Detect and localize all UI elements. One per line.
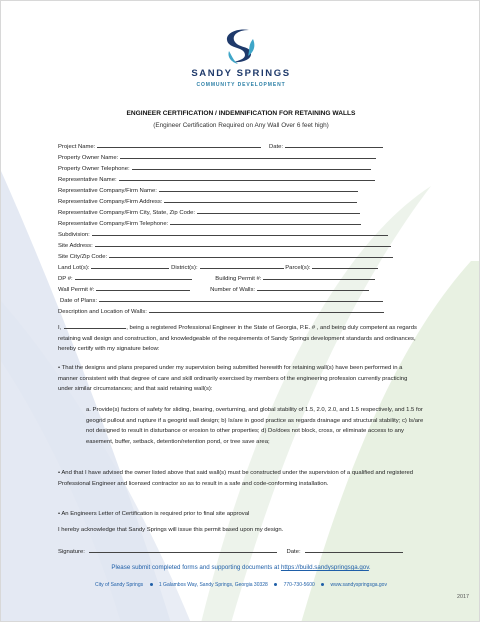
rep-company-name-label: Representative Company/Firm Name: bbox=[58, 188, 157, 194]
bullet-icon bbox=[321, 583, 324, 586]
date-of-plans-field[interactable] bbox=[60, 295, 383, 305]
footer-city: City of Sandy Springs bbox=[95, 582, 144, 588]
footer-phone: 770-730-5600 bbox=[283, 582, 315, 588]
parcels-label: Parcel(s): bbox=[285, 265, 311, 271]
certification-paragraph bbox=[58, 322, 424, 355]
acknowledgement-paragraph: I hereby acknowledge that Sandy Springs will issue this permit based upon my design. bbox=[58, 527, 284, 533]
rep-company-address-field[interactable] bbox=[58, 196, 357, 206]
signature-label: Signature: bbox=[58, 549, 85, 555]
project-name-field[interactable] bbox=[58, 141, 261, 151]
districts-field[interactable] bbox=[171, 262, 284, 272]
description-walls-field[interactable] bbox=[58, 306, 384, 316]
date-label: Date: bbox=[268, 144, 284, 150]
rep-company-city-field[interactable] bbox=[58, 207, 360, 217]
date-field[interactable] bbox=[269, 141, 383, 151]
submit-link[interactable]: https://build.sandyspringsga.gov bbox=[280, 564, 369, 571]
site-city-zip-field[interactable] bbox=[58, 251, 393, 261]
signature-date-field[interactable] bbox=[287, 546, 403, 555]
design-statement-paragraph: • That the designs and plans prepared under my supervision being submitted herewith for retaining wall(s) have been performed in a manner consistent with that degree of care and skill ordinarily exercised by members of the engineering profession currently practicing under similar circumstances; and that said retaining wall(s): bbox=[58, 365, 408, 393]
dp-field[interactable] bbox=[58, 273, 192, 283]
letter-required-paragraph: • An Engineers Letter of Certification is required prior to final site approval bbox=[58, 511, 250, 517]
row-owner-name bbox=[58, 152, 376, 162]
submit-note bbox=[1, 564, 480, 571]
row-date-of-plans bbox=[58, 295, 383, 305]
description-walls-label: Description and Location of Walls: bbox=[58, 309, 147, 315]
row-owner-phone bbox=[58, 163, 371, 173]
parcels-field[interactable] bbox=[285, 262, 378, 272]
rep-company-phone-label: Representative Company/Firm Telephone: bbox=[58, 221, 169, 227]
property-owner-phone-field[interactable] bbox=[58, 163, 371, 173]
property-owner-name-label: Property Owner Name: bbox=[58, 155, 119, 161]
row-rep-name bbox=[58, 174, 375, 184]
row-land-lots bbox=[58, 262, 378, 272]
row-subdivision bbox=[58, 229, 388, 239]
row-rep-company-name bbox=[58, 185, 358, 195]
certify-text: , being a registered Professional Engineer in the State of Georgia, P.E. # , and being duly competent as regards retaining wall design and construction, and knowledgeable of the requirements of Sandy Springs development standards and ordinances, hereby certify with my signature below: bbox=[58, 325, 417, 353]
owner-advised-paragraph: • And that I have advised the owner listed above that said wall(s) must be constructed under the supervision of a qualified and registered Professional Engineer and licensed contractor so as to result in a safe and code-conforming installation. bbox=[58, 470, 414, 487]
date-of-plans-label: Date of Plans: bbox=[60, 298, 98, 304]
signature-field[interactable] bbox=[58, 546, 277, 555]
row-rep-company-address bbox=[58, 196, 357, 206]
row-rep-company-city bbox=[58, 207, 360, 217]
wall-permit-label: Wall Permit #: bbox=[58, 287, 95, 293]
signature-date-label: Date: bbox=[286, 549, 301, 555]
land-lots-field[interactable] bbox=[58, 262, 169, 272]
wall-permit-field[interactable] bbox=[58, 284, 190, 294]
property-owner-phone-label: Property Owner Telephone: bbox=[58, 166, 130, 172]
row-project bbox=[58, 141, 383, 151]
submit-period: . bbox=[368, 564, 371, 571]
subdivision-field[interactable] bbox=[58, 229, 388, 239]
representative-name-label: Representative Name: bbox=[58, 177, 117, 183]
land-lots-label: Land Lot(s): bbox=[58, 265, 90, 271]
safety-factors-paragraph: a. Provide(s) factors of safety for sliding, bearing, overturning, and global stability of 1.5, 2.0, 2.0, and 1.5 respectively, and 1.5 for geogrid pullout and rupture if a geogrid wall design; b) Is/are in good practice as regards drainage and structural stability; c) Is/are not designed to result in disturbance or erosion to other properties; d) Do/does not block, cross, or eliminate access to any easement, buffer, setback, detention/retention pond, or tree save area; bbox=[86, 407, 424, 445]
rep-company-phone-field[interactable] bbox=[58, 218, 361, 228]
footer bbox=[1, 582, 480, 588]
org-subtitle: COMMUNITY DEVELOPMENT bbox=[196, 82, 286, 88]
certify-prefix: I, bbox=[58, 325, 62, 331]
row-dp bbox=[58, 273, 375, 283]
rep-company-name-field[interactable] bbox=[58, 185, 358, 195]
row-wall-permit bbox=[58, 284, 369, 294]
row-description-walls bbox=[58, 306, 384, 316]
rep-company-address-label: Representative Company/Firm Address: bbox=[58, 199, 163, 205]
subdivision-label: Subdivision: bbox=[58, 232, 90, 238]
site-address-field[interactable] bbox=[58, 240, 391, 250]
submit-text: Please submit completed forms and supporting documents at bbox=[111, 564, 280, 571]
document-title: ENGINEER CERTIFICATION / INDEMNIFICATION FOR RETAINING WALLS bbox=[126, 110, 356, 117]
project-name-label: Project Name: bbox=[58, 144, 96, 150]
document-subtitle: (Engineer Certification Required on Any Wall Over 6 feet high) bbox=[153, 122, 329, 129]
dp-label: DP #: bbox=[58, 276, 73, 282]
building-permit-label: Building Permit #: bbox=[215, 276, 262, 282]
bullet-icon bbox=[274, 583, 277, 586]
footer-website[interactable]: www.sandyspringsga.gov bbox=[330, 582, 387, 588]
footer-address: 1 Galambos Way, Sandy Springs, Georgia 30328 bbox=[158, 582, 268, 588]
sandy-springs-logo-icon bbox=[223, 27, 259, 65]
org-name: SANDY SPRINGS bbox=[191, 68, 291, 79]
row-site-address bbox=[58, 240, 391, 250]
number-of-walls-label: Number of Walls: bbox=[210, 287, 256, 293]
number-of-walls-field[interactable] bbox=[210, 284, 369, 294]
site-address-label: Site Address: bbox=[58, 243, 93, 249]
signature-row bbox=[58, 546, 403, 555]
engineer-name-field[interactable] bbox=[64, 322, 126, 329]
property-owner-name-field[interactable] bbox=[58, 152, 376, 162]
representative-name-field[interactable] bbox=[58, 174, 375, 184]
row-site-city bbox=[58, 251, 393, 261]
building-permit-field[interactable] bbox=[215, 273, 375, 283]
row-rep-company-phone bbox=[58, 218, 361, 228]
site-city-zip-label: Site City/Zip Code: bbox=[58, 254, 108, 260]
districts-label: District(s): bbox=[171, 265, 198, 271]
bullet-icon bbox=[150, 583, 153, 586]
rep-company-city-label: Representative Company/Firm City, State, Zip Code: bbox=[58, 210, 196, 216]
form-year: 2017 bbox=[457, 594, 469, 600]
